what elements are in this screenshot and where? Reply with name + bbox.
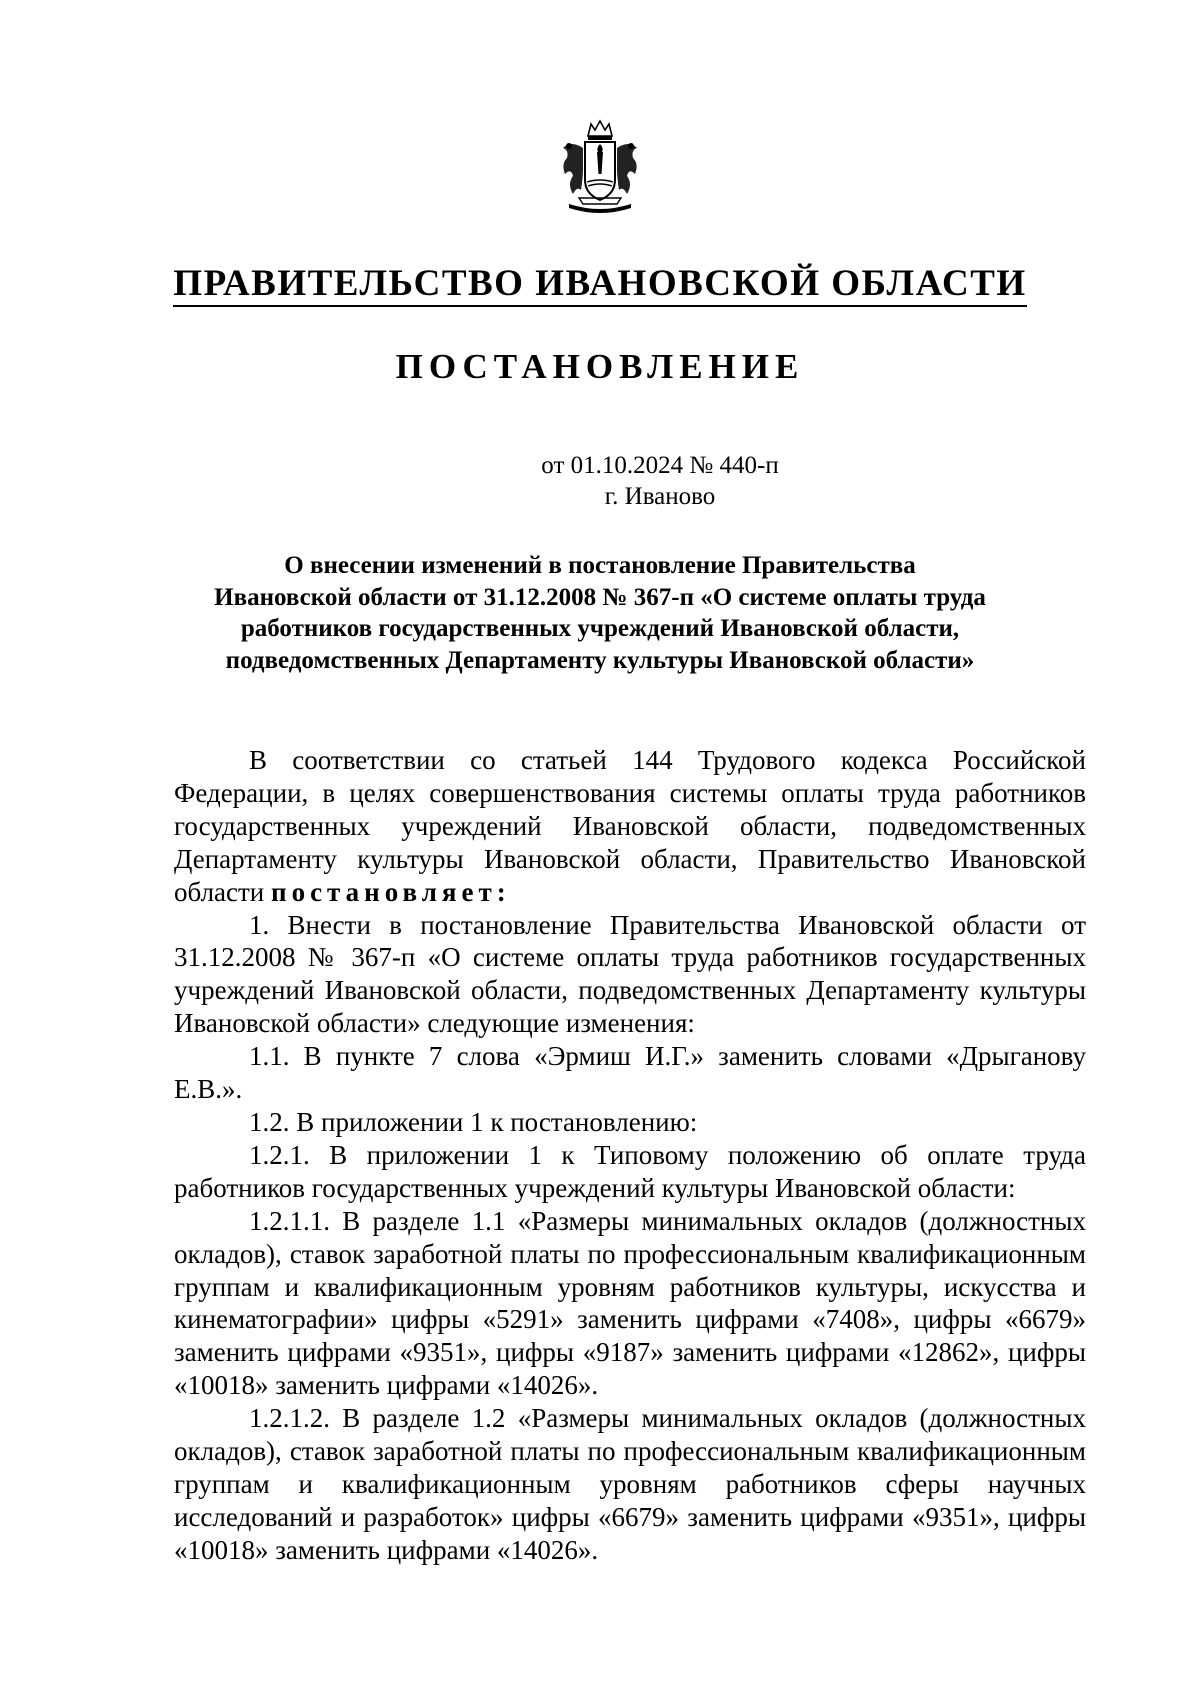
document-meta bbox=[0, 450, 1200, 512]
subject-line-3: работников государственных учреждений Ивановской области, bbox=[240, 615, 960, 642]
government-title-text: ПРАВИТЕЛЬСТВО ИВАНОВСКОЙ ОБЛАСТИ bbox=[173, 263, 1026, 307]
document-body bbox=[174, 744, 1086, 1567]
paragraph-1-1: 1.1. В пункте 7 слова «Эрмиш И.Г.» заменить словами «Дрыганову Е.В.». bbox=[174, 1041, 1086, 1105]
decree-word: постановляет: bbox=[271, 876, 511, 907]
date-number: от 01.10.2024 № 440-п bbox=[541, 452, 779, 479]
paragraph-1-2-1: 1.2.1. В приложении 1 к Типовому положению об оплате труда работников государственных учреждений культуры Ивановской области: bbox=[174, 1139, 1086, 1203]
paragraph-1-2-1-1: 1.2.1.1. В разделе 1.1 «Размеры минимальных окладов (должностных окладов), ставок заработной платы по профессиональным квалификационным группам и квалификационным уровням работников культуры, искусства и кинематографии» цифры «5291» заменить цифрами «7408», цифры «6679» заменить цифрами «9351», цифры «9187» заменить цифрами «12862», цифры «10018» заменить цифрами «14026». bbox=[174, 1205, 1086, 1401]
subject-line-4: подведомственных Департаменту культуры Ивановской области» bbox=[225, 646, 975, 674]
coat-of-arms-icon bbox=[555, 118, 645, 220]
subject-line-2: Ивановской области от 31.12.2008 № 367-п «О системе оплаты труда bbox=[214, 583, 986, 611]
document-subject bbox=[170, 550, 1030, 676]
city: г. Иваново bbox=[604, 483, 716, 510]
paragraph-1-2-1-2: 1.2.1.2. В разделе 1.2 «Размеры минимальных окладов (должностных окладов), ставок заработной платы по профессиональным квалификационным группам и квалификационным уровням работников сферы научных исследований и разработок» цифры «6679» заменить цифрами «9351», цифры «10018» заменить цифрами «14026». bbox=[174, 1403, 1086, 1565]
paragraph-1: 1. Внести в постановление Правительства Ивановской области от 31.12.2008 № 367-п «О системе оплаты труда работников государственных учреждений Ивановской области, подведомственных Департаменту культуры Ивановской области» следующие изменения: bbox=[174, 909, 1086, 1039]
intro-text: В соответствии со статьей 144 Трудового кодекса Российской Федерации, в целях совершенствования системы оплаты труда работников государственных учреждений Ивановской области, подведомственных Департаменту культуры Ивановской области, Правительство Ивановской области bbox=[174, 745, 1086, 907]
subject-line-1: О внесении изменений в постановление Правительства bbox=[284, 552, 916, 579]
paragraph-intro bbox=[174, 744, 1086, 909]
government-title bbox=[0, 262, 1200, 306]
document-type-title: ПОСТАНОВЛЕНИЕ bbox=[395, 347, 805, 386]
paragraph-1-2: 1.2. В приложении 1 к постановлению: bbox=[249, 1106, 698, 1137]
